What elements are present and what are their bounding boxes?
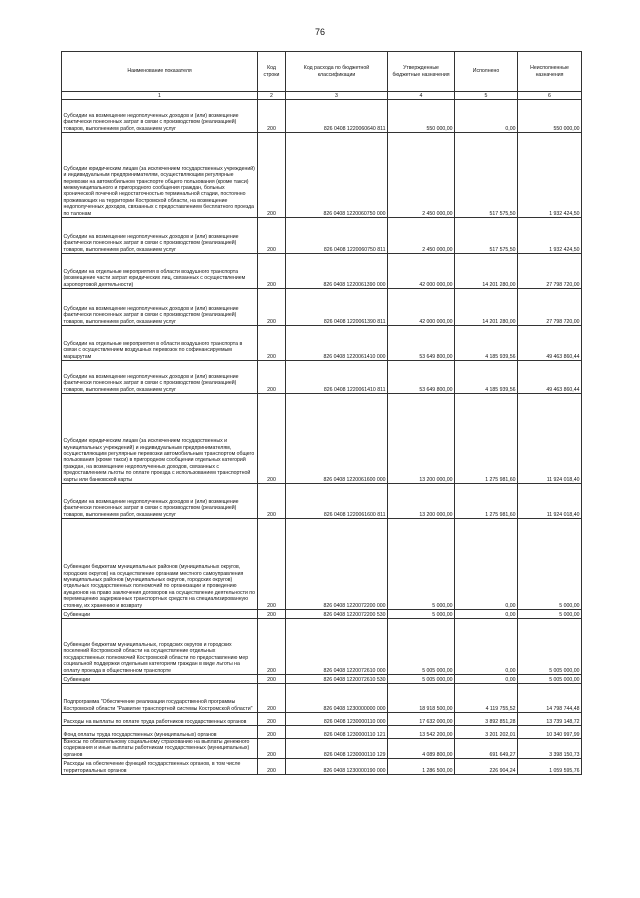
table-cell-unexecuted: 1 932 424,50 (518, 133, 582, 218)
table-cell-code: 200 (258, 394, 286, 484)
table-row (62, 619, 582, 675)
page-number: 76 (314, 27, 325, 37)
table-cell-approved: 53 649 800,00 (388, 361, 455, 394)
table-cell-code: 200 (258, 133, 286, 218)
table-row (62, 726, 582, 739)
table-cell-name: Субсидии юридическим лицам (за исключением государственных учреждений) и индивидуальным предпринимателям, осуществляющим регулярные перевозки на автомобильном транспорте общего пользования (кроме такси) межмуниципального и пригородного сообщения граждан, больных хронической почечной недостаточностью терминальной стадии, постоянно проживающих на территории Костромской области, на возмещение недополученных доходов, связанных с предоставлением бесплатного проезда по талонам (62, 133, 258, 218)
table-cell-kbk: 826 0408 1230000000 000 (286, 684, 388, 713)
table-cell-executed: 0,00 (455, 610, 518, 619)
table-cell-executed: 0,00 (455, 100, 518, 133)
header-code: Код строки (258, 52, 286, 92)
table-cell-executed: 691 649,27 (455, 739, 518, 759)
table-cell-unexecuted: 5 005 000,00 (518, 619, 582, 675)
table-cell-kbk: 826 0408 1220061600 811 (286, 484, 388, 519)
table-cell-name: Субсидии на возмещение недополученных доходов и (или) возмещение фактически понесенных затрат в связи с производством (реализацией) товаров, выполнением работ, оказанием услуг (62, 218, 258, 254)
table-row (62, 610, 582, 619)
table-cell-name: Субвенции (62, 610, 258, 619)
table-cell-kbk: 826 0408 1220060750 000 (286, 133, 388, 218)
table-cell-executed: 0,00 (455, 675, 518, 684)
table-cell-unexecuted: 5 000,00 (518, 610, 582, 619)
table-cell-approved: 5 005 000,00 (388, 675, 455, 684)
table-cell-kbk: 826 0408 1230000190 000 (286, 759, 388, 775)
column-number: 2 (258, 92, 286, 100)
table-cell-name: Субсидии юридическим лицам (за исключением государственных и муниципальных учреждений) и индивидуальным предпринимателям, осуществляющим регулярные перевозки автомобильным транспортом общего пользования (кроме такси) в пригородном сообщении отдельных категорий граждан, на возмещение недополученных доходов, связанных с предоставлением льготы по оплате проезда с использованием транспортной карты или банковской карты (62, 394, 258, 484)
table-cell-unexecuted: 14 798 744,48 (518, 684, 582, 713)
table-cell-approved: 13 200 000,00 (388, 484, 455, 519)
table-cell-code: 200 (258, 713, 286, 726)
table-cell-code: 200 (258, 619, 286, 675)
table-row (62, 713, 582, 726)
table-cell-approved: 53 649 800,00 (388, 326, 455, 361)
table-cell-approved: 42 000 000,00 (388, 289, 455, 326)
table-cell-code: 200 (258, 484, 286, 519)
table-cell-executed: 0,00 (455, 519, 518, 610)
table-cell-unexecuted: 3 398 150,73 (518, 739, 582, 759)
table-cell-code: 200 (258, 726, 286, 739)
table-cell-approved: 42 000 000,00 (388, 254, 455, 289)
table-cell-kbk: 826 0408 1220072610 000 (286, 619, 388, 675)
table-row (62, 218, 582, 254)
table-cell-kbk: 826 0408 1220061600 000 (286, 394, 388, 484)
table-cell-name: Субвенции (62, 675, 258, 684)
table-cell-kbk: 826 0408 1220061390 000 (286, 254, 388, 289)
table-cell-name: Расходы на выплаты по оплате труда работников государственных органов (62, 713, 258, 726)
table-cell-kbk: 826 0408 1220060640 811 (286, 100, 388, 133)
column-number: 1 (62, 92, 258, 100)
table-cell-executed: 3 201 202,01 (455, 726, 518, 739)
table-cell-executed: 517 575,50 (455, 218, 518, 254)
table-cell-approved: 1 286 500,00 (388, 759, 455, 775)
header-unexecuted: Неисполненные назначения (518, 52, 582, 92)
table-cell-kbk: 826 0408 1230000110 000 (286, 713, 388, 726)
table-cell-unexecuted: 11 924 018,40 (518, 394, 582, 484)
table-cell-code: 200 (258, 254, 286, 289)
table-cell-unexecuted: 10 340 997,99 (518, 726, 582, 739)
table-cell-unexecuted: 49 463 860,44 (518, 326, 582, 361)
table-cell-executed: 4 185 939,56 (455, 326, 518, 361)
header-executed: Исполнено (455, 52, 518, 92)
table-cell-name: Субсидии на отдельные мероприятия в области воздушного транспорта в связи с осуществлением воздушных перевозок по софинансируемым маршрутам (62, 326, 258, 361)
table-row (62, 100, 582, 133)
table-cell-executed: 0,00 (455, 619, 518, 675)
table-cell-approved: 13 542 200,00 (388, 726, 455, 739)
table-cell-name: Подпрограмма "Обеспечение реализации государственной программы Костромской области "Развитие транспортной системы Костромской области" (62, 684, 258, 713)
table-cell-kbk: 826 0408 1220061410 000 (286, 326, 388, 361)
table-cell-code: 200 (258, 361, 286, 394)
budget-execution-table (61, 51, 582, 775)
table-row (62, 759, 582, 775)
table-cell-executed: 4 119 755,52 (455, 684, 518, 713)
table-cell-approved: 5 000,00 (388, 610, 455, 619)
table-cell-kbk: 826 0408 1220061410 811 (286, 361, 388, 394)
table-cell-approved: 4 089 800,00 (388, 739, 455, 759)
table-cell-executed: 1 275 981,60 (455, 484, 518, 519)
table-cell-code: 200 (258, 675, 286, 684)
table-cell-code: 200 (258, 519, 286, 610)
table-cell-approved: 550 000,00 (388, 100, 455, 133)
table-cell-unexecuted: 5 005 000,00 (518, 675, 582, 684)
table-cell-approved: 2 450 000,00 (388, 218, 455, 254)
table-cell-unexecuted: 13 739 148,72 (518, 713, 582, 726)
table-cell-approved: 17 632 000,00 (388, 713, 455, 726)
table-cell-unexecuted: 27 798 720,00 (518, 254, 582, 289)
header-name: Наименование показателя (62, 52, 258, 92)
table-cell-kbk: 826 0408 1220072200 530 (286, 610, 388, 619)
column-number-row (62, 92, 582, 100)
table-row (62, 254, 582, 289)
table-cell-code: 200 (258, 289, 286, 326)
table-cell-approved: 5 005 000,00 (388, 619, 455, 675)
table-cell-code: 200 (258, 100, 286, 133)
table-row (62, 484, 582, 519)
table-cell-unexecuted: 5 000,00 (518, 519, 582, 610)
table-cell-kbk: 826 0408 1220072200 000 (286, 519, 388, 610)
table-row (62, 289, 582, 326)
table-cell-executed: 14 201 280,00 (455, 254, 518, 289)
table-cell-executed: 517 575,50 (455, 133, 518, 218)
table-row (62, 684, 582, 713)
table-row (62, 519, 582, 610)
table-cell-approved: 5 000,00 (388, 519, 455, 610)
table-cell-code: 200 (258, 218, 286, 254)
table-cell-code: 200 (258, 326, 286, 361)
column-number: 5 (455, 92, 518, 100)
table-cell-code: 200 (258, 684, 286, 713)
column-number: 3 (286, 92, 388, 100)
table-cell-kbk: 826 0408 1220061390 811 (286, 289, 388, 326)
column-number: 6 (518, 92, 582, 100)
column-number: 4 (388, 92, 455, 100)
table-row (62, 675, 582, 684)
table-row (62, 326, 582, 361)
table-cell-unexecuted: 1 932 424,50 (518, 218, 582, 254)
table-cell-name: Субвенции бюджетам муниципальных районов (муниципальных округов, городских округов) на осуществление органами местного самоуправления муниципальных районов (муниципальных округов, городских округов) отдельных государственных полномочий по организации и проведению аукционов на право заключения договоров на осуществление деятельности по перемещению задержанных транспортных средств на специализированную стоянку, их хранению и возврату (62, 519, 258, 610)
table-cell-approved: 13 200 000,00 (388, 394, 455, 484)
table-cell-unexecuted: 11 924 018,40 (518, 484, 582, 519)
table-cell-unexecuted: 49 463 860,44 (518, 361, 582, 394)
table-row (62, 133, 582, 218)
table-cell-executed: 4 185 939,56 (455, 361, 518, 394)
table-cell-kbk: 826 0408 1230000110 129 (286, 739, 388, 759)
table-cell-name: Субсидии на возмещение недополученных доходов и (или) возмещение фактически понесенных затрат в связи с производством (реализацией) товаров, выполнением работ, оказанием услуг (62, 289, 258, 326)
table-cell-executed: 226 904,24 (455, 759, 518, 775)
table-cell-executed: 3 892 851,28 (455, 713, 518, 726)
table-cell-code: 200 (258, 759, 286, 775)
table-cell-name: Субсидии на возмещение недополученных доходов и (или) возмещение фактически понесенных затрат в связи с производством (реализацией) товаров, выполнением работ, оказанием услуг (62, 361, 258, 394)
table-cell-name: Субсидии на возмещение недополученных доходов и (или) возмещение фактически понесенных затрат в связи с производством (реализацией) товаров, выполнением работ, оказанием услуг (62, 100, 258, 133)
table-cell-name: Субсидии на возмещение недополученных доходов и (или) возмещение фактически понесенных затрат в связи с производством (реализацией) товаров, выполнением работ, оказанием услуг (62, 484, 258, 519)
table-cell-name: Субсидии на отдельные мероприятия в области воздушного транспорта (возмещение части затрат юридических лиц, связанных с осуществлением аэропортовой деятельности) (62, 254, 258, 289)
table-cell-unexecuted: 550 000,00 (518, 100, 582, 133)
table-cell-code: 200 (258, 610, 286, 619)
table-cell-approved: 2 450 000,00 (388, 133, 455, 218)
table-row (62, 739, 582, 759)
header-kbk: Код расхода по бюджетной классификации (286, 52, 388, 92)
table-row (62, 361, 582, 394)
header-row (62, 52, 582, 92)
table-cell-kbk: 826 0408 1220060750 811 (286, 218, 388, 254)
table-cell-name: Фонд оплаты труда государственных (муниципальных) органов (62, 726, 258, 739)
table-cell-unexecuted: 27 798 720,00 (518, 289, 582, 326)
table-cell-unexecuted: 1 059 595,76 (518, 759, 582, 775)
table-cell-approved: 18 918 500,00 (388, 684, 455, 713)
table-cell-name: Субвенции бюджетам муниципальных, городских округов и городских поселений Костромской области на осуществление отдельных государственных полномочий Костромской области по предоставлению мер социальной поддержки отдельным категориям граждан в виде льготы на оплату проезда в общественном транспорте (62, 619, 258, 675)
table-row (62, 394, 582, 484)
table-cell-code: 200 (258, 739, 286, 759)
table-cell-name: Взносы по обязательному социальному страхованию на выплаты денежного содержания и иные выплаты работникам государственных (муниципальных) органов (62, 739, 258, 759)
table-cell-kbk: 826 0408 1220072610 530 (286, 675, 388, 684)
table-cell-kbk: 826 0408 1230000110 121 (286, 726, 388, 739)
table-cell-name: Расходы на обеспечение функций государственных органов, в том числе территориальных органов (62, 759, 258, 775)
table-cell-executed: 14 201 280,00 (455, 289, 518, 326)
header-approved: Утвержденные бюджетные назначения (388, 52, 455, 92)
table-cell-executed: 1 275 981,60 (455, 394, 518, 484)
